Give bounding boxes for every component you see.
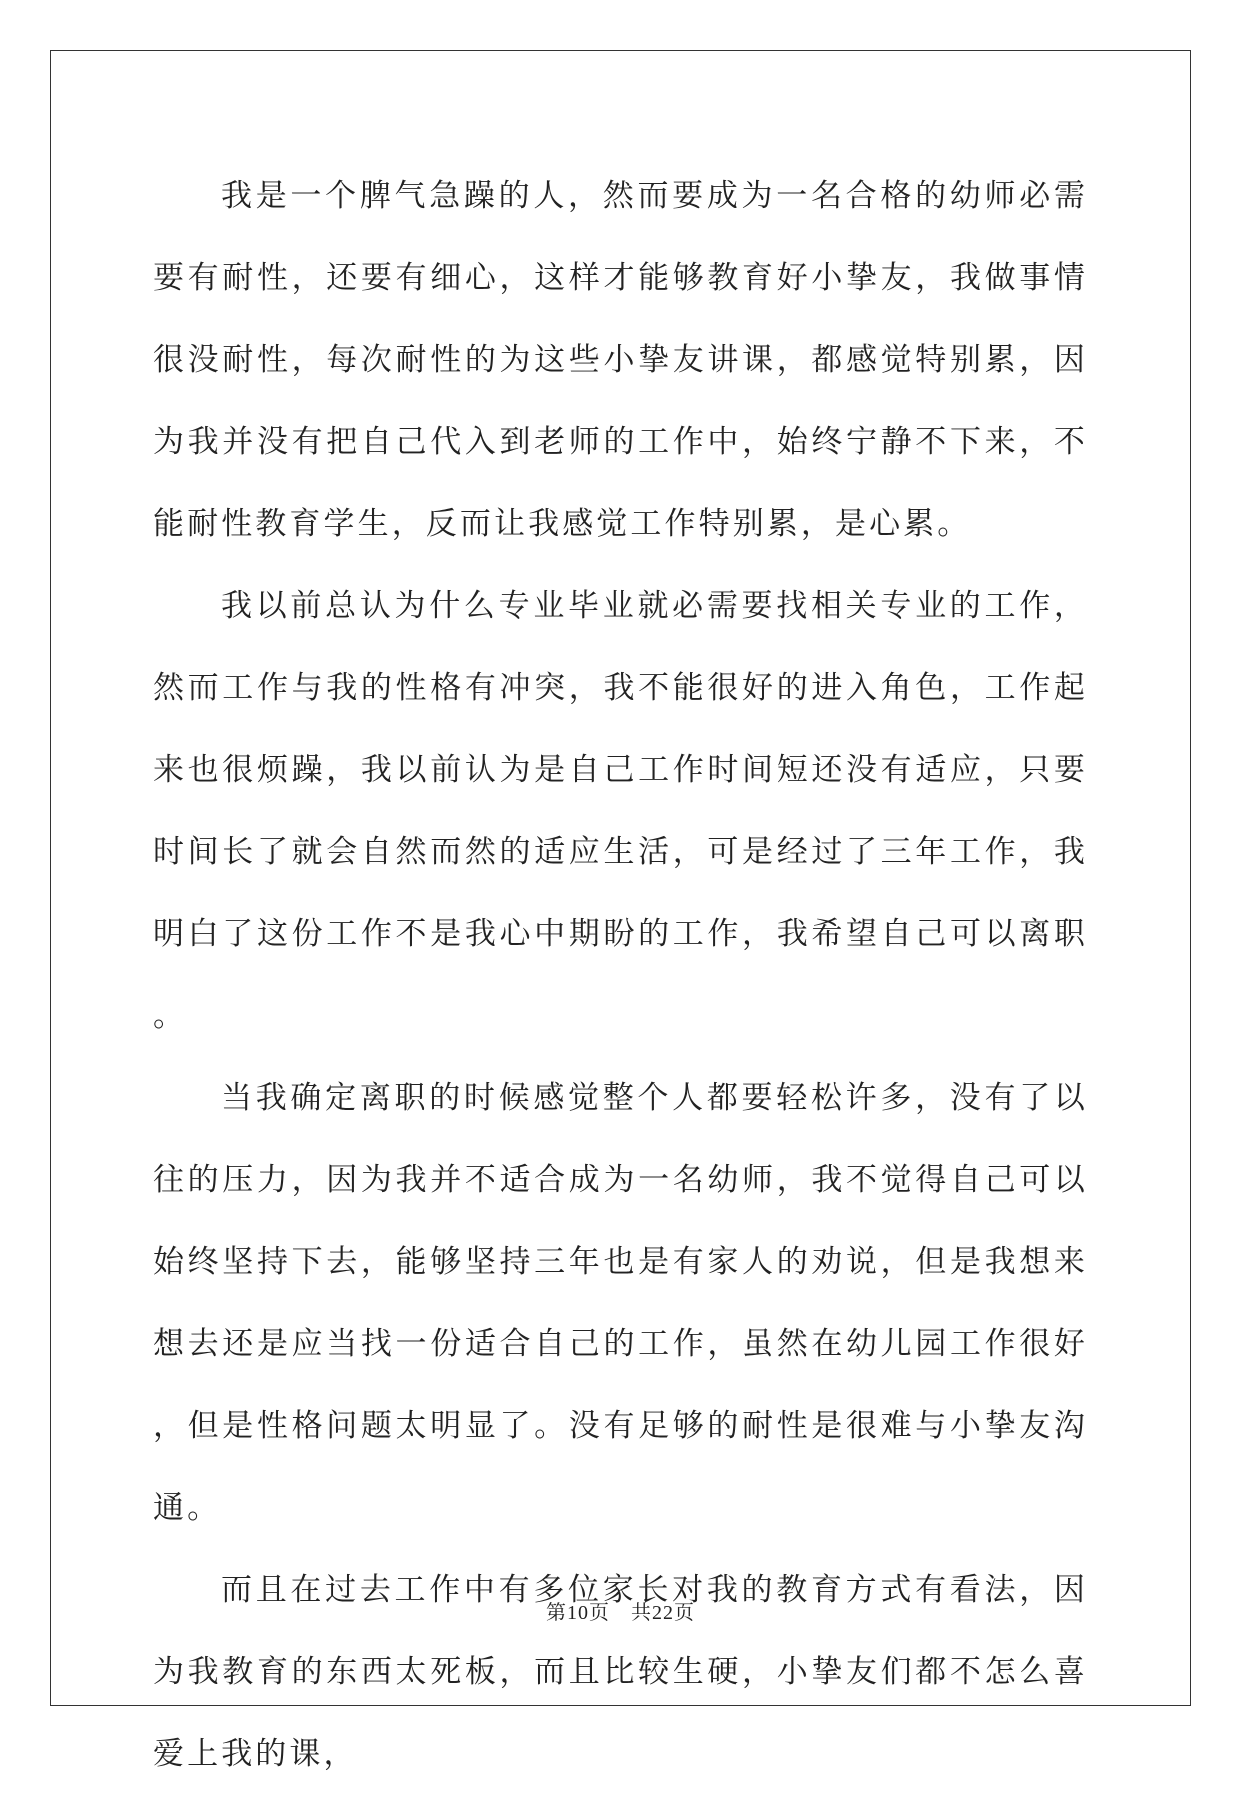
paragraph-4: 而且在过去工作中有多位家长对我的教育方式有看法，因为我教育的东西太死板，而且比较生硬，小挚友们都不怎么喜爱上我的课， [153, 1572, 1088, 1772]
paragraph-3: 当我确定离职的时候感觉整个人都要轻松许多，没有了以往的压力，因为我并不适合成为一名幼师，我不觉得自己可以始终坚持下去，能够坚持三年也是有家人的劝说，但是我想来想去还是应当找一份适合自己的工作，虽然在幼儿园工作很好，但是性格问题太明显了。没有足够的耐性是很难与小挚友沟通。 [153, 1080, 1088, 1526]
document-body [153, 155, 1088, 1795]
page-number-footer: 第10页 共22页 [546, 1602, 695, 1624]
paragraph-2: 我以前总认为什么专业毕业就必需要找相关专业的工作，然而工作与我的性格有冲突，我不能很好的进入角色，工作起来也很烦躁，我以前认为是自己工作时间短还没有适应，只要时间长了就会自然而然的适应生活，可是经过了三年工作，我明白了这份工作不是我心中期盼的工作，我希望自己可以离职。 [153, 588, 1088, 1034]
paragraph-1: 我是一个脾气急躁的人，然而要成为一名合格的幼师必需要有耐性，还要有细心，这样才能够教育好小挚友，我做事情很没耐性，每次耐性的为这些小挚友讲课，都感觉特别累，因为我并没有把自己代入到老师的工作中，始终宁静不下来，不能耐性教育学生，反而让我感觉工作特别累，是心累。 [153, 178, 1088, 542]
